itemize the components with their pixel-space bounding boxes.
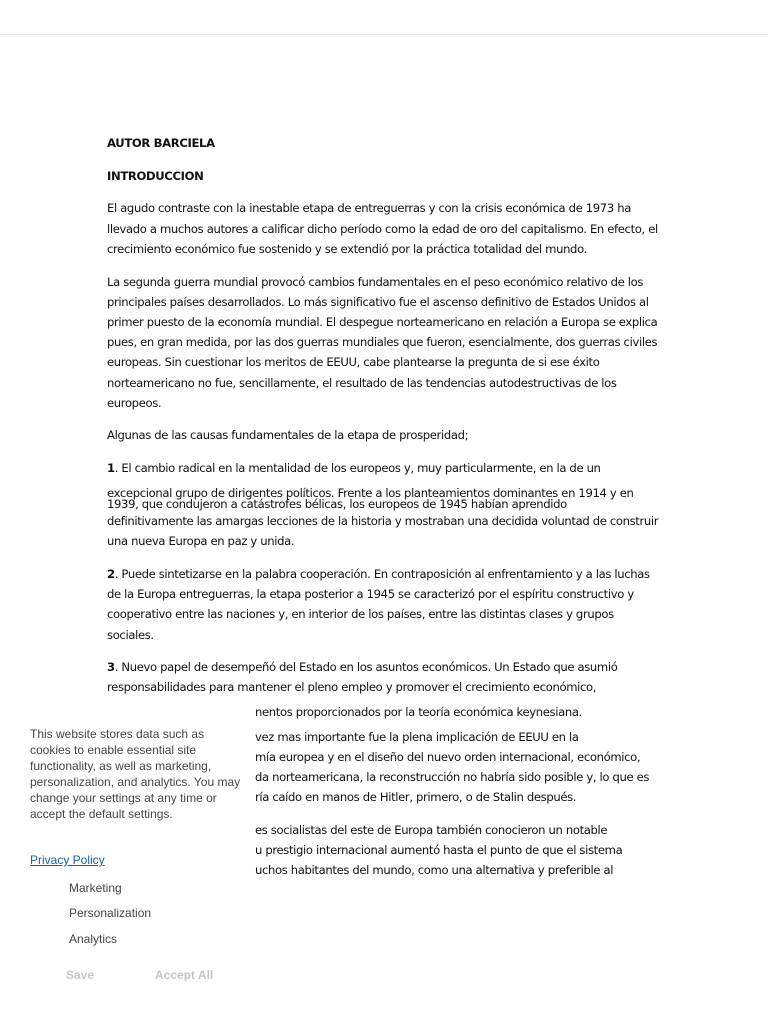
- author-heading: AUTOR BARCIELA: [107, 136, 215, 150]
- item-text: . Nuevo papel de desempeñó del Estado en los asuntos económicos. Un Estado que asumió responsabilidades para mantener el pleno empleo y promover el crecimiento económico,: [107, 660, 618, 695]
- list-item-1: [107, 458, 662, 551]
- item-text: u prestigio internacional aumentó hasta el punto de que el sistema: [255, 842, 623, 857]
- item-text: nentos proporcionados por la teoría económica keynesiana.: [255, 704, 582, 719]
- item-number: 3: [107, 660, 115, 675]
- privacy-policy-link[interactable]: Privacy Policy: [30, 853, 105, 867]
- item-text: definitivamente las amargas lecciones de la historia y mostraban una decidida voluntad de construir una nueva Europa en paz y unida.: [107, 514, 659, 549]
- item-text: mía europea y en el diseño del nuevo orden internacional, económico,: [255, 750, 641, 765]
- save-button[interactable]: Save: [66, 968, 95, 982]
- item-text: es socialistas del este de Europa también conocieron un notable: [255, 822, 608, 837]
- paragraph-2: La segunda guerra mundial provocó cambios fundamentales en el peso económico relativo de los principales países desarrollados. Lo más significativo fue el ascenso definitivo de Estados Unidos al primer puesto de la economía mundial. El despegue norteamericano en relación a Europa se explica pues, en gran medida, por las dos guerras mundiales que fueron, esencialmente, dos guerras civiles europeas. Sin cuestionar los meritos de EEUU, cabe plantearse la pregunta de si ese éxito norteamericano no fue, sencillamente, el resultado de las tendencias autodestructivas de los europeos.: [107, 274, 658, 410]
- analytics-option[interactable]: Analytics: [69, 932, 118, 946]
- item-number: 1: [107, 461, 115, 476]
- cookie-consent-banner: [0, 712, 248, 1024]
- item-text: da norteamericana, la reconstrucción no habría sido posible y, lo que es: [255, 770, 650, 785]
- paragraph-1: El agudo contraste con la inestable etapa de entreguerras y con la crisis económica de 1973 ha llevado a muchos autores a calificar dicho período como la edad de oro del capitalismo. En efecto, el crecimiento económico fue sostenido y se extendió por la práctica totalidad del mundo.: [107, 201, 658, 256]
- item-text: excepcional grupo de dirigentes políticos. Frente a los planteamientos dominantes en 1914 y en: [107, 486, 634, 501]
- item-text: . Puede sintetizarse en la palabra cooperación. En contraposición al enfrentamiento y a las luchas de la Europa entreguerras, la etapa posterior a 1945 se caracterizó por el espíritu constructivo y cooperativo entre las naciones y, en interior de los países, entre las distintas clases y grupos sociales.: [107, 566, 650, 642]
- item-number: 2: [107, 566, 115, 581]
- item-text: ría caído en manos de Hitler, primero, o de Stalin después.: [255, 790, 577, 805]
- cookie-message: This website stores data such as cookies to enable essential site functionality, as well as marketing, personalization, and analytics. You may change your settings at any time or accept the default settings.: [30, 727, 241, 821]
- marketing-option[interactable]: Marketing: [69, 881, 122, 895]
- list-item-2: [107, 564, 662, 645]
- item-text: uchos habitantes del mundo, como una alternativa y preferible al: [255, 863, 614, 878]
- item-text: 1939, que condujeron a catástrofes bélicas, los europeos de 1945 habían aprendido: [107, 496, 567, 511]
- personalization-option[interactable]: Personalization: [69, 906, 152, 920]
- accept-all-button[interactable]: Accept All: [155, 968, 214, 982]
- list-item-3: [107, 657, 662, 697]
- section-heading: INTRODUCCION: [107, 168, 204, 183]
- paragraph-3: Algunas de las causas fundamentales de la etapa de prosperidad;: [107, 428, 469, 443]
- item-text: . El cambio radical en la mentalidad de los europeos y, muy particularmente, en la de un: [114, 461, 601, 476]
- top-divider: [0, 34, 768, 35]
- item-text: vez mas importante fue la plena implicación de EEUU en la: [255, 729, 579, 744]
